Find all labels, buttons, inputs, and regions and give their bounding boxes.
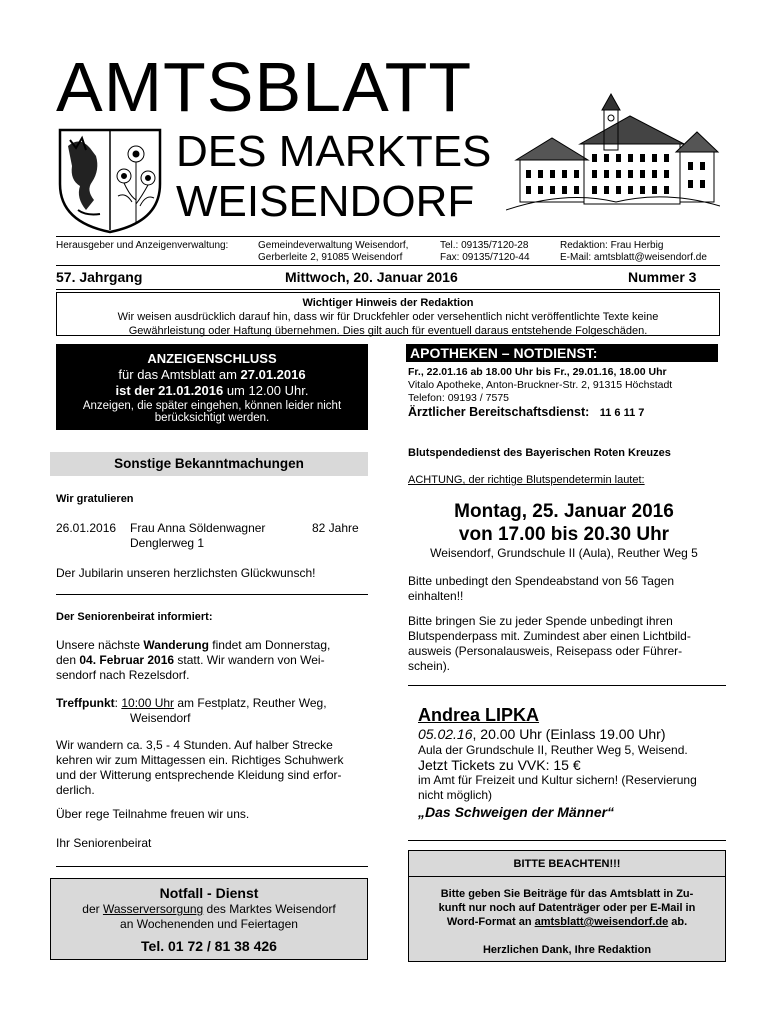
publisher-line-1: Gemeindeverwaltung Weisendorf,	[258, 240, 409, 251]
meeting-point-line	[56, 696, 327, 711]
masthead-title: AMTSBLATT	[56, 48, 473, 126]
birthday-age: 82 Jahre	[312, 521, 359, 535]
donation-id-note	[408, 614, 720, 674]
pharmacy-heading: APOTHEKEN – NOTDIENST:	[406, 344, 718, 362]
emergency-water-supply: Wasserversorgung	[102, 902, 204, 916]
blood-donation-date: Montag, 25. Januar 2016	[454, 501, 674, 522]
section-heading-announcements: Sonstige Bekanntmachungen	[50, 452, 368, 476]
event-tickets: Jetzt Tickets zu VVK: 15 €	[418, 757, 581, 773]
ad-deadline-line-2	[57, 383, 367, 398]
fax-number: Fax: 09135/7120-44	[440, 252, 530, 263]
doctor-on-call-label: Ärztlicher Bereitschaftsdienst:	[408, 405, 590, 419]
issue-date: Mittwoch, 20. Januar 2016	[285, 269, 458, 285]
hike-details-line-2: kehren wir zum Mittagessen ein. Richtiges Schuhwerk	[56, 753, 344, 767]
event-date: 05.02.16	[418, 726, 473, 742]
event-place: Aula der Grundschule II, Reuther Weg 5, Weisend.	[418, 743, 688, 757]
ad-deadline-date: ist der 21.01.2016	[115, 383, 224, 398]
participation-note: Über rege Teilnahme freuen wir uns.	[56, 807, 250, 821]
masthead-subtitle-1: DES MARKTES	[176, 127, 492, 176]
ad-deadline-line-1-text: für das Amtsblatt am	[118, 367, 241, 382]
birthday-street: Denglerweg 1	[130, 536, 205, 550]
issue-number: Nummer 3	[628, 269, 697, 285]
publisher-line-2: Gerberleite 2, 91085 Weisendorf	[258, 252, 403, 263]
pharmacy-period: Fr., 22.01.16 ab 18.00 Uhr bis Fr., 29.01.16, 18.00 Uhr	[408, 366, 667, 378]
hike-word: Wanderung	[143, 638, 209, 652]
ad-deadline-line-3: Anzeigen, die später eingehen, können leider nicht	[82, 400, 342, 412]
meeting-point-colon: :	[114, 696, 122, 710]
submission-text-c: ab.	[668, 916, 688, 928]
senior-council-heading: Der Seniorenbeirat informiert:	[56, 611, 213, 623]
section-divider-2	[56, 866, 368, 867]
blood-donation-time: von 17.00 bis 20.30 Uhr	[458, 524, 670, 545]
issue-volume: 57. Jahrgang	[56, 269, 143, 285]
emergency-line-2: an Wochenenden und Feiertagen	[120, 917, 298, 931]
hike-details-line-4: derlich.	[56, 783, 95, 797]
donation-id-line-2: Blutspenderpass mit. Zumindest aber einen Lichtbild-	[408, 629, 691, 643]
submission-line-3	[409, 915, 725, 929]
hike-line-1	[56, 638, 368, 653]
editor-notice-box	[56, 292, 720, 336]
donation-interval-line-1: Bitte unbedingt den Spendeabstand von 56 Tagen	[408, 574, 675, 588]
submission-text-a: Word-Format an	[446, 916, 535, 928]
donation-id-line-3: ausweis (Personalausweis, Reisepass oder Führer-	[408, 644, 683, 658]
issue-rule-top	[56, 265, 720, 266]
section-divider-4	[408, 840, 726, 841]
editor-notice-line-1: Wir weisen ausdrücklich darauf hin, dass wir für Druckfehler oder versehentlich nicht veröffentlichte Texte keine	[117, 311, 659, 323]
hike-text-d: den	[56, 653, 80, 667]
ad-deadline-box	[56, 344, 368, 430]
donation-interval-line-2: einhalten!!	[408, 589, 464, 603]
blood-donation-notice: ACHTUNG, der richtige Blutspendetermin lautet:	[408, 474, 645, 486]
submission-notice-heading: BITTE BEACHTEN!!!	[513, 858, 621, 870]
blood-donation-heading: Blutspendedienst des Bayerischen Roten Kreuzes	[408, 447, 671, 459]
birthday-date: 26.01.2016	[56, 521, 117, 535]
event-show-title: „Das Schweigen der Männer“	[418, 804, 615, 820]
hike-line-3: sendorf nach Rezelsdorf.	[56, 668, 190, 682]
editor-notice-heading: Wichtiger Hinweis der Redaktion	[302, 297, 474, 309]
hike-text-f: statt. Wir wandern von Wei-	[174, 653, 325, 667]
donation-id-line-4: schein).	[408, 659, 451, 673]
submission-line-2: kunft nur noch auf Datenträger oder per E-Mail in	[438, 902, 696, 914]
section-divider-1	[56, 594, 368, 595]
ad-deadline-line-1	[57, 367, 367, 382]
submission-thanks: Herzlichen Dank, Ihre Redaktion	[482, 944, 652, 956]
publisher-label: Herausgeber und Anzeigenverwaltung:	[56, 240, 229, 251]
submission-line-1: Bitte geben Sie Beiträge für das Amtsblatt in Zu-	[440, 888, 694, 900]
issue-rule-bottom	[56, 289, 720, 290]
hike-paragraph	[56, 638, 368, 683]
submission-email[interactable]: amtsblatt@weisendorf.de	[534, 916, 669, 928]
submission-notice-box	[408, 850, 726, 962]
masthead-subtitle-2: WEISENDORF	[176, 177, 475, 226]
hike-line-2	[56, 653, 368, 668]
emergency-text-a: der	[82, 902, 103, 916]
meeting-point-label: Treffpunkt	[56, 696, 115, 710]
meeting-place-text: am Festplatz, Reuther Weg,	[174, 696, 327, 710]
hike-details	[56, 738, 368, 798]
ad-deadline-issue-date: 27.01.2016	[240, 367, 306, 382]
pharmacy-phone: Telefon: 09193 / 7575	[408, 392, 510, 404]
hike-details-line-3: und der Witterung entsprechende Kleidung sind erfor-	[56, 768, 342, 782]
castle-illustration-icon	[506, 90, 720, 230]
editor-email[interactable]: E-Mail: amtsblatt@weisendorf.de	[560, 252, 707, 263]
emergency-service-box	[50, 878, 368, 960]
tel-number: Tel.: 09135/7120-28	[440, 240, 529, 251]
event-datetime	[418, 726, 665, 743]
doctor-on-call-line	[408, 405, 644, 421]
section-divider-3	[408, 685, 726, 686]
senior-council-signature: Ihr Seniorenbeirat	[56, 836, 152, 850]
hike-details-line-1: Wir wandern ca. 3,5 - 4 Stunden. Auf halber Strecke	[56, 738, 333, 752]
birthday-name: Frau Anna Söldenwagner	[130, 521, 266, 535]
event-artist: Andrea LIPKA	[418, 705, 540, 725]
emergency-heading: Notfall - Dienst	[159, 885, 259, 901]
blood-donation-place: Weisendorf, Grundschule II (Aula), Reuther Weg 5	[430, 546, 698, 560]
congrats-wish: Der Jubilarin unseren herzlichsten Glückwunsch!	[56, 566, 316, 580]
meeting-time: 10:00 Uhr	[121, 696, 175, 710]
masthead-rule	[56, 236, 720, 237]
doctor-on-call-phone: 11 6 11 7	[599, 407, 645, 419]
emergency-line-1	[51, 902, 367, 917]
ad-deadline-heading: ANZEIGENSCHLUSS	[147, 351, 277, 366]
donation-interval-note	[408, 574, 720, 604]
hike-date: 04. Februar 2016	[79, 653, 175, 667]
submission-notice-rule	[409, 876, 725, 877]
ad-deadline-time: um 12.00 Uhr.	[223, 383, 309, 398]
editor-name: Redaktion: Frau Herbig	[560, 240, 664, 251]
meeting-place: Weisendorf	[130, 711, 191, 725]
donation-id-line-1: Bitte bringen Sie zu jeder Spende unbedingt ihren	[408, 614, 673, 628]
hike-text-a: Unsere nächste	[56, 638, 144, 652]
hike-text-c: findet am Donnerstag,	[208, 638, 331, 652]
pharmacy-name: Vitalo Apotheke, Anton-Bruckner-Str. 2, 91315 Höchstadt	[408, 379, 673, 391]
coat-of-arms-icon	[56, 126, 164, 234]
ad-deadline-line-4: berücksichtigt werden.	[154, 412, 270, 424]
event-time: , 20.00 Uhr (Einlass 19.00 Uhr)	[472, 726, 666, 742]
emergency-text-c: des Marktes Weisendorf	[203, 902, 336, 916]
event-office-line-2: nicht möglich)	[418, 788, 493, 802]
congrats-heading: Wir gratulieren	[56, 493, 134, 505]
editor-notice-line-2: Gewährleistung oder Haftung übernehmen. Dies gilt auch für eventuell daraus entstehende Folgeschäden.	[128, 325, 648, 337]
emergency-phone: Tel. 01 72 / 81 38 426	[141, 938, 277, 954]
event-office-line-1: im Amt für Freizeit und Kultur sichern! (Reservierung	[418, 773, 697, 787]
